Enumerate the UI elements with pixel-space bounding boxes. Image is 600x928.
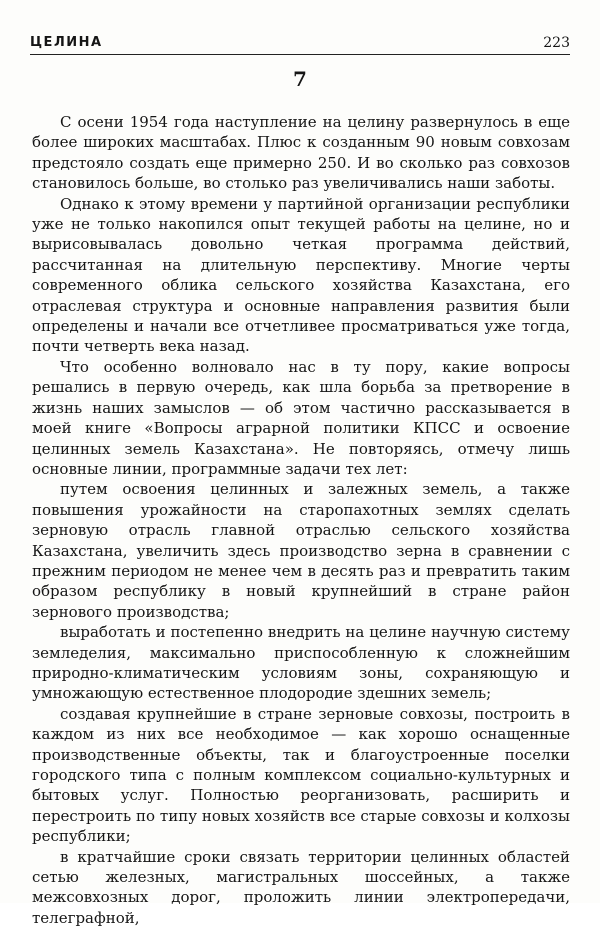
running-title: ЦЕЛИНА (30, 35, 103, 50)
page-number: 223 (543, 35, 570, 51)
paragraph-5: выработать и постепенно внедрить на целине научную систему земледелия, максимально приспособленную к сложнейшим природно-климатическим условиям зоны, сохраняющую и умножающую естественное плодородие здешних земель; (32, 623, 570, 703)
paragraph-7: в кратчайшие сроки связать территории целинных областей сетью железных, магистральных шоссейных, а также межсовхозных дорог, проложить линии электропередачи, телеграфной, (32, 847, 570, 927)
paragraph-2: Однако к этому времени у партийной организации республики уже не только накопился опыт текущей работы на целине, но и вырисовывалась довольно четкая программа действий, рассчитанная на длительную перспективу. Многие черты современного облика сельского хозяйства Казахстана, его отраслевая структура и основные направления развития были определены и начали все отчетливее просматриваться уже тогда, почти четверть века назад. (32, 194, 570, 356)
running-header (30, 34, 570, 55)
section-number: 7 (293, 67, 307, 91)
body-text (32, 112, 570, 928)
paragraph-4: путем освоения целинных и залежных земель, а также повышения урожайности на старопахотных землях сделать зерновую отрасль главной отраслью сельского хозяйства Казахстана, увеличить здесь производство зерна в сравнении с прежним периодом не менее чем в десять раз и превратить таким образом республику в новый крупнейший в стране район зернового производства; (32, 480, 570, 621)
paragraph-6: создавая крупнейшие в стране зерновые совхозы, построить в каждом из них все необходимое — как хорошо оснащенные производственные объекты, так и благоустроенные поселки городского типа с полным комплексом социально-культурных и бытовых услуг. Полностью реорганизовать, расширить и перестроить по типу новых хозяйств все старые совхозы и колхозы республики; (32, 704, 570, 846)
paragraph-3: Что особенно волновало нас в ту пору, какие вопросы решались в первую очередь, как шла борьба за претворение в жизнь наших замыслов — об этом частично рассказывается в моей книге «Вопросы аграрной политики КПСС и освоение целинных земель Казахстана». Не повторяясь, отмечу лишь основные линии, программные задачи тех лет: (32, 357, 570, 478)
paragraph-1: С осени 1954 года наступление на целину развернулось в еще более широких масштабах. Плюс к созданным 90 новым совхозам предстояло создать еще примерно 250. И во сколько раз совхозов становилось больше, во столько раз увеличивались наши заботы. (32, 113, 570, 193)
